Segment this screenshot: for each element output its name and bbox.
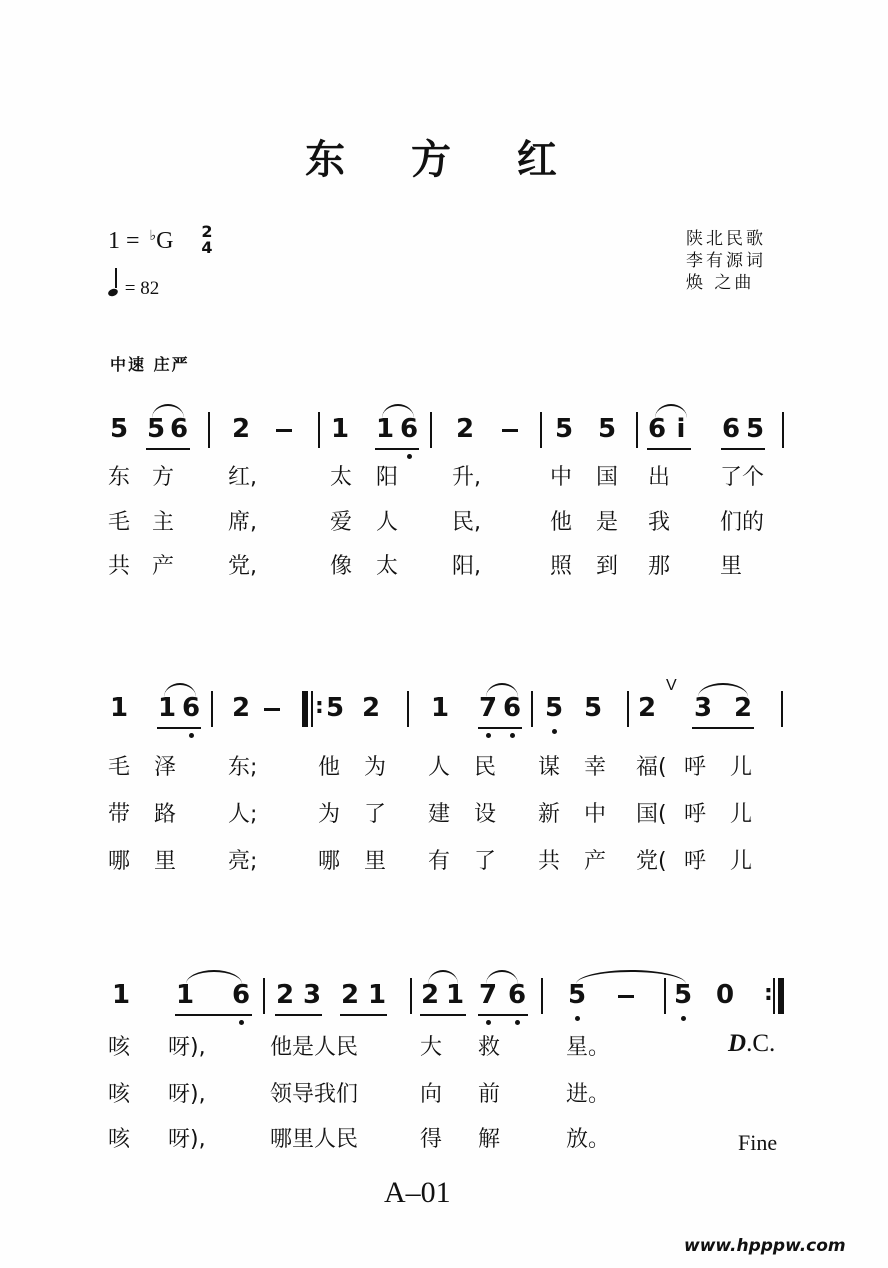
note: 5 bbox=[746, 414, 765, 444]
lyric: 方 bbox=[152, 465, 175, 490]
note: 5 bbox=[584, 693, 603, 723]
lyric: 产 bbox=[152, 554, 175, 579]
lyric: 太 bbox=[330, 465, 353, 490]
lyric: 建 bbox=[428, 802, 451, 827]
lyric: 人; bbox=[228, 802, 258, 827]
note-stem bbox=[115, 268, 117, 288]
lyric: 放。 bbox=[566, 1127, 611, 1152]
lyric: 里 bbox=[154, 849, 177, 874]
lyric: 幸 bbox=[584, 755, 607, 780]
note: 6 bbox=[648, 414, 667, 444]
lyric: 呀), bbox=[168, 1035, 206, 1060]
barline bbox=[407, 691, 409, 727]
lyric: 里 bbox=[364, 849, 387, 874]
lyrics-row-1-verse-2 bbox=[0, 508, 888, 538]
beam-underline bbox=[420, 1014, 466, 1016]
note: 2 bbox=[362, 693, 381, 723]
beam-underline bbox=[647, 448, 691, 450]
lyric: 带 bbox=[108, 802, 131, 827]
note: 1 bbox=[368, 980, 387, 1010]
lyric: 里 bbox=[720, 554, 743, 579]
lyric: 呼 bbox=[684, 802, 707, 827]
lyric: 阳, bbox=[452, 554, 481, 579]
dash-extension bbox=[502, 429, 518, 432]
barline bbox=[211, 691, 213, 727]
beam-underline bbox=[146, 448, 190, 450]
lyric: 他是人民 bbox=[270, 1035, 359, 1060]
lyric: 咳 bbox=[108, 1035, 131, 1060]
note-low-octave: 6 bbox=[182, 693, 201, 723]
repeat-end-thin-barline bbox=[773, 978, 775, 1014]
lyric: 共 bbox=[108, 554, 131, 579]
note: 1 bbox=[331, 414, 350, 444]
note: 1 bbox=[431, 693, 450, 723]
beam-underline bbox=[478, 727, 522, 729]
lyric: 了 bbox=[364, 802, 387, 827]
note: 1 bbox=[110, 693, 129, 723]
slur bbox=[655, 404, 687, 418]
lyric: 路 bbox=[154, 802, 177, 827]
lyric: 中 bbox=[550, 465, 573, 490]
lyric: 国( bbox=[636, 802, 667, 827]
lyric: 们的 bbox=[720, 510, 765, 535]
rest: 0 bbox=[716, 980, 735, 1010]
lyric: 那 bbox=[648, 554, 671, 579]
lyric: 设 bbox=[474, 802, 497, 827]
lyric: 领导我们 bbox=[270, 1082, 359, 1107]
lyric: 了个 bbox=[720, 465, 765, 490]
slur bbox=[164, 683, 196, 697]
note-low-octave: 5 bbox=[674, 980, 693, 1010]
note: 5 bbox=[598, 414, 617, 444]
beam-underline bbox=[157, 727, 201, 729]
lyrics-row-1-verse-1 bbox=[0, 463, 888, 493]
repeat-start-thick-barline bbox=[302, 691, 308, 727]
barline bbox=[540, 412, 542, 448]
lyrics-row-3-verse-2 bbox=[0, 1080, 888, 1110]
beam-underline bbox=[721, 448, 765, 450]
note-low-octave: 6 bbox=[232, 980, 251, 1010]
barline bbox=[318, 412, 320, 448]
lyric: 哪 bbox=[318, 849, 341, 874]
barline bbox=[782, 412, 784, 448]
dc-d: D bbox=[728, 1030, 747, 1057]
lyric: 儿 bbox=[730, 755, 753, 780]
note-low-octave: 6 bbox=[400, 414, 419, 444]
lyric: 咳 bbox=[108, 1127, 131, 1152]
repeat-dots: : bbox=[764, 981, 773, 1006]
lyric: 星。 bbox=[566, 1035, 611, 1060]
lyric: 产 bbox=[584, 849, 607, 874]
barline bbox=[627, 691, 629, 727]
tempo-marking bbox=[108, 274, 159, 300]
lyric: 得 bbox=[420, 1127, 443, 1152]
note: 2 bbox=[734, 693, 753, 723]
lyric: 解 bbox=[478, 1127, 501, 1152]
slur bbox=[152, 404, 184, 418]
lyric: 席, bbox=[228, 510, 257, 535]
note: 2 bbox=[638, 693, 657, 723]
lyric: 泽 bbox=[154, 755, 177, 780]
lyric: 他 bbox=[550, 510, 573, 535]
lyrics-row-1-verse-3 bbox=[0, 552, 888, 582]
song-title: 东 方 红 bbox=[305, 137, 583, 183]
credit-composer: 焕 之曲 bbox=[686, 273, 755, 293]
credit-lyricist: 李有源词 bbox=[686, 251, 766, 271]
slur bbox=[486, 683, 518, 697]
note: 1 bbox=[158, 693, 177, 723]
key-note: G bbox=[156, 228, 174, 254]
note: 1 bbox=[112, 980, 131, 1010]
barline bbox=[263, 978, 265, 1014]
beam-underline bbox=[375, 448, 419, 450]
lyric: 升, bbox=[452, 465, 481, 490]
repeat-end-thick-barline bbox=[778, 978, 784, 1014]
lyric: 国 bbox=[596, 465, 619, 490]
note-low-octave: 6 bbox=[503, 693, 522, 723]
fine-marking: Fine bbox=[738, 1130, 778, 1155]
slur bbox=[698, 683, 748, 697]
time-signature bbox=[198, 224, 216, 256]
lyric: 太 bbox=[376, 554, 399, 579]
lyric: 进。 bbox=[566, 1082, 611, 1107]
lyric: 人 bbox=[376, 510, 399, 535]
note: 2 bbox=[232, 414, 251, 444]
note: 1 bbox=[446, 980, 465, 1010]
beam-underline bbox=[275, 1014, 322, 1016]
lyric: 儿 bbox=[730, 849, 753, 874]
note: 2 bbox=[456, 414, 475, 444]
breath-mark-icon: V bbox=[666, 677, 677, 694]
note: 1 bbox=[176, 980, 195, 1010]
note-low-octave: 7 bbox=[479, 980, 498, 1010]
lyric: 是 bbox=[596, 510, 619, 535]
lyric: 中 bbox=[584, 802, 607, 827]
note: 3 bbox=[694, 693, 713, 723]
note-low-octave: 5 bbox=[568, 980, 587, 1010]
lyric: 他 bbox=[318, 755, 341, 780]
lyric: 新 bbox=[538, 802, 561, 827]
lyric: 为 bbox=[318, 802, 341, 827]
note: 5 bbox=[326, 693, 345, 723]
lyric: 民 bbox=[474, 755, 497, 780]
lyric: 民, bbox=[452, 510, 481, 535]
notation-row-2 bbox=[0, 677, 888, 753]
lyrics-row-2-verse-3 bbox=[0, 847, 888, 877]
lyric: 像 bbox=[330, 554, 353, 579]
lyric: 毛 bbox=[108, 510, 131, 535]
note-low-octave: 7 bbox=[479, 693, 498, 723]
note: 2 bbox=[421, 980, 440, 1010]
dash-extension bbox=[276, 429, 292, 432]
note: 6 bbox=[722, 414, 741, 444]
lyric: 呀), bbox=[168, 1127, 206, 1152]
tie bbox=[576, 970, 686, 984]
lyric: 救 bbox=[478, 1035, 501, 1060]
lyric: 有 bbox=[428, 849, 451, 874]
time-sig-bottom: 4 bbox=[201, 238, 213, 257]
note: 5 bbox=[110, 414, 129, 444]
lyric: 人 bbox=[428, 755, 451, 780]
lyric: 向 bbox=[420, 1082, 443, 1107]
lyric: 东; bbox=[228, 755, 258, 780]
da-capo-marking bbox=[728, 1030, 775, 1058]
beam-underline bbox=[692, 727, 754, 729]
note-high-octave: i bbox=[676, 414, 686, 444]
page-number: A–01 bbox=[384, 1176, 451, 1209]
barline bbox=[636, 412, 638, 448]
lyric: 党, bbox=[228, 554, 257, 579]
lyric: 谋 bbox=[538, 755, 561, 780]
key-signature bbox=[108, 228, 174, 255]
tempo-value: = 82 bbox=[124, 278, 160, 299]
dash-extension bbox=[264, 708, 280, 711]
lyric: 毛 bbox=[108, 755, 131, 780]
lyric: 哪里人民 bbox=[270, 1127, 359, 1152]
note-low-octave: 5 bbox=[545, 693, 564, 723]
slur bbox=[382, 404, 414, 418]
note: 5 bbox=[555, 414, 574, 444]
lyric: 大 bbox=[420, 1035, 443, 1060]
lyric: 咳 bbox=[108, 1082, 131, 1107]
lyric: 东 bbox=[108, 465, 131, 490]
barline bbox=[531, 691, 533, 727]
lyric: 呼 bbox=[684, 849, 707, 874]
slur bbox=[428, 970, 458, 984]
barline bbox=[541, 978, 543, 1014]
lyric: 主 bbox=[152, 510, 175, 535]
note: 3 bbox=[303, 980, 322, 1010]
lyrics-row-2-verse-1 bbox=[0, 753, 888, 783]
lyric: 我 bbox=[648, 510, 671, 535]
lyric: 儿 bbox=[730, 802, 753, 827]
lyric: 呀), bbox=[168, 1082, 206, 1107]
beam-underline bbox=[340, 1014, 387, 1016]
time-sig-top: 2 bbox=[201, 222, 213, 241]
lyric: 了 bbox=[474, 849, 497, 874]
barline bbox=[430, 412, 432, 448]
lyrics-row-2-verse-2 bbox=[0, 800, 888, 830]
lyric: 照 bbox=[550, 554, 573, 579]
lyric: 哪 bbox=[108, 849, 131, 874]
beam-underline bbox=[478, 1014, 528, 1016]
repeat-dots: : bbox=[315, 694, 324, 719]
note: 2 bbox=[276, 980, 295, 1010]
lyric: 为 bbox=[364, 755, 387, 780]
lyric: 到 bbox=[596, 554, 619, 579]
lyric: 前 bbox=[478, 1082, 501, 1107]
lyric: 福( bbox=[636, 755, 667, 780]
slur bbox=[486, 970, 518, 984]
credits bbox=[686, 228, 766, 294]
lyric: 红, bbox=[228, 465, 257, 490]
key-label: 1 = bbox=[108, 228, 146, 254]
watermark: www.hpppw.com bbox=[684, 1236, 846, 1256]
note: 2 bbox=[232, 693, 251, 723]
barline bbox=[664, 978, 666, 1014]
dc-rest: .C. bbox=[746, 1030, 776, 1057]
slur bbox=[186, 970, 242, 984]
dash-extension bbox=[618, 995, 634, 998]
lyric: 阳 bbox=[376, 465, 399, 490]
lyric: 共 bbox=[538, 849, 561, 874]
note: 5 bbox=[147, 414, 166, 444]
note-low-octave: 6 bbox=[508, 980, 527, 1010]
note: 1 bbox=[376, 414, 395, 444]
credit-origin: 陕北民歌 bbox=[686, 229, 766, 249]
repeat-start-thin-barline bbox=[311, 691, 313, 727]
barline bbox=[208, 412, 210, 448]
lyric: 出 bbox=[648, 465, 671, 490]
beam-underline bbox=[175, 1014, 252, 1016]
lyric: 爱 bbox=[330, 510, 353, 535]
flat-icon: ♭ bbox=[149, 229, 157, 244]
note: 2 bbox=[341, 980, 360, 1010]
barline bbox=[781, 691, 783, 727]
barline bbox=[410, 978, 412, 1014]
quarter-note-icon bbox=[107, 288, 119, 298]
note: 6 bbox=[170, 414, 189, 444]
lyric: 呼 bbox=[684, 755, 707, 780]
lyric: 党( bbox=[636, 849, 667, 874]
lyric: 亮; bbox=[228, 849, 258, 874]
expression-marking: 中速 庄严 bbox=[110, 355, 190, 374]
